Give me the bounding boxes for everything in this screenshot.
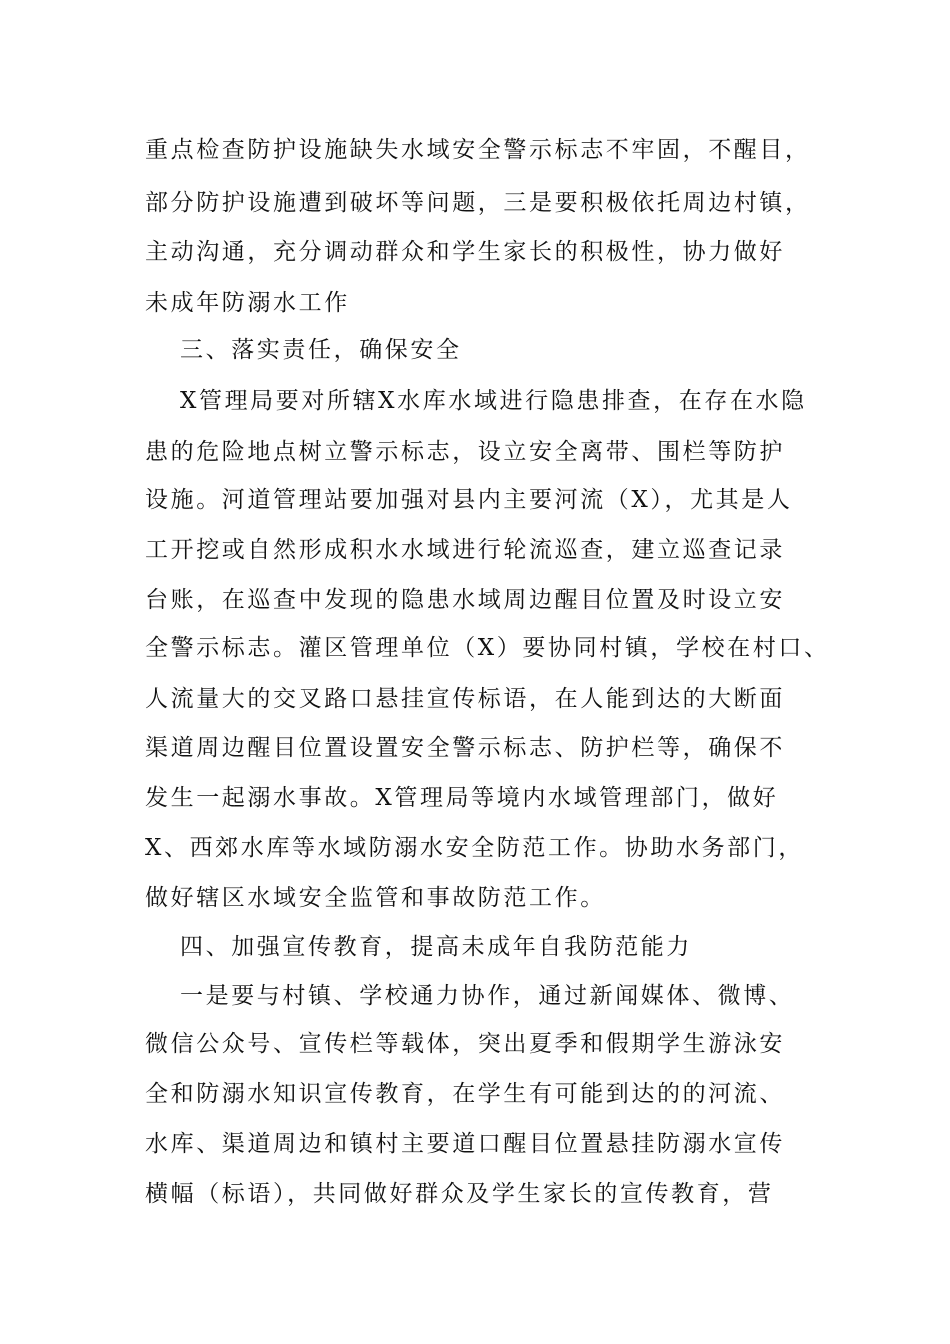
text-line: 全和防溺水知识宣传教育，在学生有可能到达的的河流、 — [145, 1081, 785, 1107]
text-line: 全警示标志。灌区管理单位（X）要协同村镇，学校在村口、 — [145, 635, 830, 661]
text-line: 微信公众号、宣传栏等载体，突出夏季和假期学生游泳安 — [145, 1031, 785, 1057]
text-line: 患的危险地点树立警示标志，设立安全离带、围栏等防护 — [145, 439, 785, 465]
text-line: 渠道周边醒目位置设置安全警示标志、防护栏等，确保不 — [145, 735, 785, 761]
text-line: 部分防护设施遭到破坏等问题，三是要积极依托周边村镇， — [145, 190, 811, 216]
text-line: 主动沟通，充分调动群众和学生家长的积极性，协力做好 — [145, 239, 785, 265]
text-line: 台账，在巡查中发现的隐患水域周边醒目位置及时设立安 — [145, 587, 785, 613]
text-line: 工开挖或自然形成积水水域进行轮流巡查，建立巡查记录 — [145, 537, 785, 563]
text-line: 设施。河道管理站要加强对县内主要河流（X），尤其是人 — [145, 487, 793, 513]
text-line: 水库、渠道周边和镇村主要道口醒目位置悬挂防溺水宣传 — [145, 1131, 785, 1157]
text-line: 发生一起溺水事故。X管理局等境内水域管理部门，做好 — [145, 785, 779, 811]
section-heading: 四、加强宣传教育，提高未成年自我防范能力 — [180, 934, 692, 960]
text-line: 做好辖区水域安全监管和事故防范工作。 — [145, 885, 606, 911]
text-line: 横幅（标语），共同做好群众及学生家长的宣传教育，营 — [145, 1181, 774, 1207]
text-line: X、西郊水库等水域防溺水安全防范工作。协助水务部门， — [145, 835, 804, 861]
text-line: X管理局要对所辖X水库水域进行隐患排查，在存在水隐 — [180, 388, 807, 414]
text-line: 未成年防溺水工作 — [145, 290, 350, 316]
text-line: 一是要与村镇、学校通力协作，通过新闻媒体、微博、 — [180, 983, 795, 1009]
section-heading: 三、落实责任，确保安全 — [180, 337, 462, 363]
text-line: 重点检查防护设施缺失水域安全警示标志不牢固，不醒目， — [145, 137, 811, 163]
text-line: 人流量大的交叉路口悬挂宣传标语，在人能到达的大断面 — [145, 686, 785, 712]
